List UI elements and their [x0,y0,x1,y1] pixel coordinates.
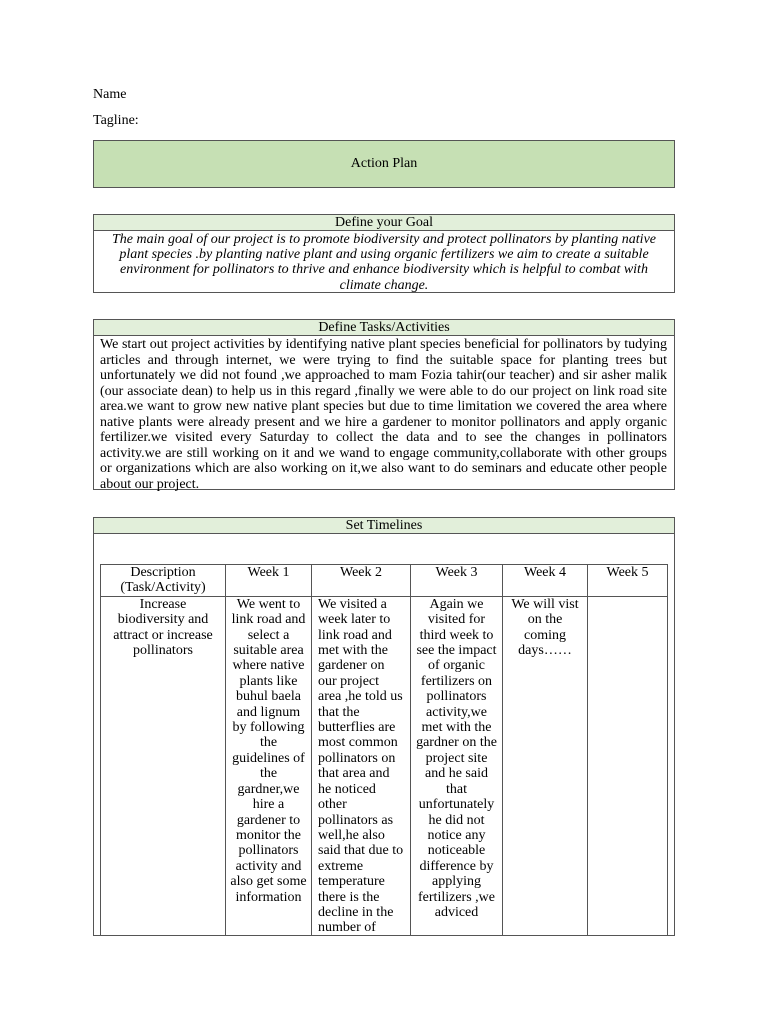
table-row [101,596,668,936]
column-header-week-5: Week 5 [588,565,668,597]
timelines-heading: Set Timelines [94,518,674,534]
cell-week-4: We will vist on the coming days…… [503,596,588,936]
tasks-text: We start out project activities by identifying native plant species beneficial for pollinators by tudying articles and through internet, we were trying to find the suitable space for planting trees but unfortunately we did not found ,we approached to mam Fozia tahir(our teacher) and sir asher malik (our associate dean) to help us in this regard ,finally we were able to do our project on link road site area.we want to grow new native plant species but due to time limitation we covered the area where native plants were already present and we hire a gardener to monitor pollinators and apply organic fertilizer.we visited every Saturday to collect the data and to see the changes in pollinators activity.we are still working on it and we wand to engage community,collaborate with other groups or organizations which are also working on it,we also want to do seminars and educate other people about our project. [100,337,667,492]
cell-week-2: We visited a week later to link road and met with the gardener on our project area ,he told us that the butterflies are most common pollinators on that area and he noticed other pollinators as well,he also said that due to extreme temperature there is the decline in the number of [312,596,411,936]
tagline-label: Tagline: [93,113,139,128]
tasks-heading: Define Tasks/Activities [94,320,674,336]
cell-week-5 [588,596,668,936]
goal-section [93,214,675,293]
timelines-section [93,517,675,936]
column-header-week-2: Week 2 [312,565,411,597]
column-header-week-4: Week 4 [503,565,588,597]
column-header-week-3: Week 3 [411,565,503,597]
cell-week-3: Again we visited for third week to see the impact of organic fertilizers on pollinators activity,we met with the gardner on the project site and he said that unfortunately he did not notice any noticeable difference by applying fertilizers ,we adviced [411,596,503,936]
cell-description: Increase biodiversity and attract or increase pollinators [101,596,226,936]
name-label: Name [93,87,127,102]
tasks-section [93,319,675,490]
action-plan-title: Action Plan [93,140,675,188]
cell-week-1: We went to link road and select a suitable area where native plants like buhul baela and lignum by following the guidelines of the gardner,we hire a gardener to monitor the pollinators activity and also get some information [226,596,312,936]
goal-text: The main goal of our project is to promote biodiversity and protect pollinators by planting native plant species .by planting native plant and using organic fertilizers we aim to create a suitable environment for pollinators to thrive and enhance biodiversity which is helpful to combat with climate change. [111,232,656,293]
timeline-table [100,564,668,936]
timeline-header-row [101,565,668,597]
goal-heading: Define your Goal [94,215,674,231]
column-header-week-1: Week 1 [226,565,312,597]
column-header-description: Description (Task/Activity) [101,565,226,597]
